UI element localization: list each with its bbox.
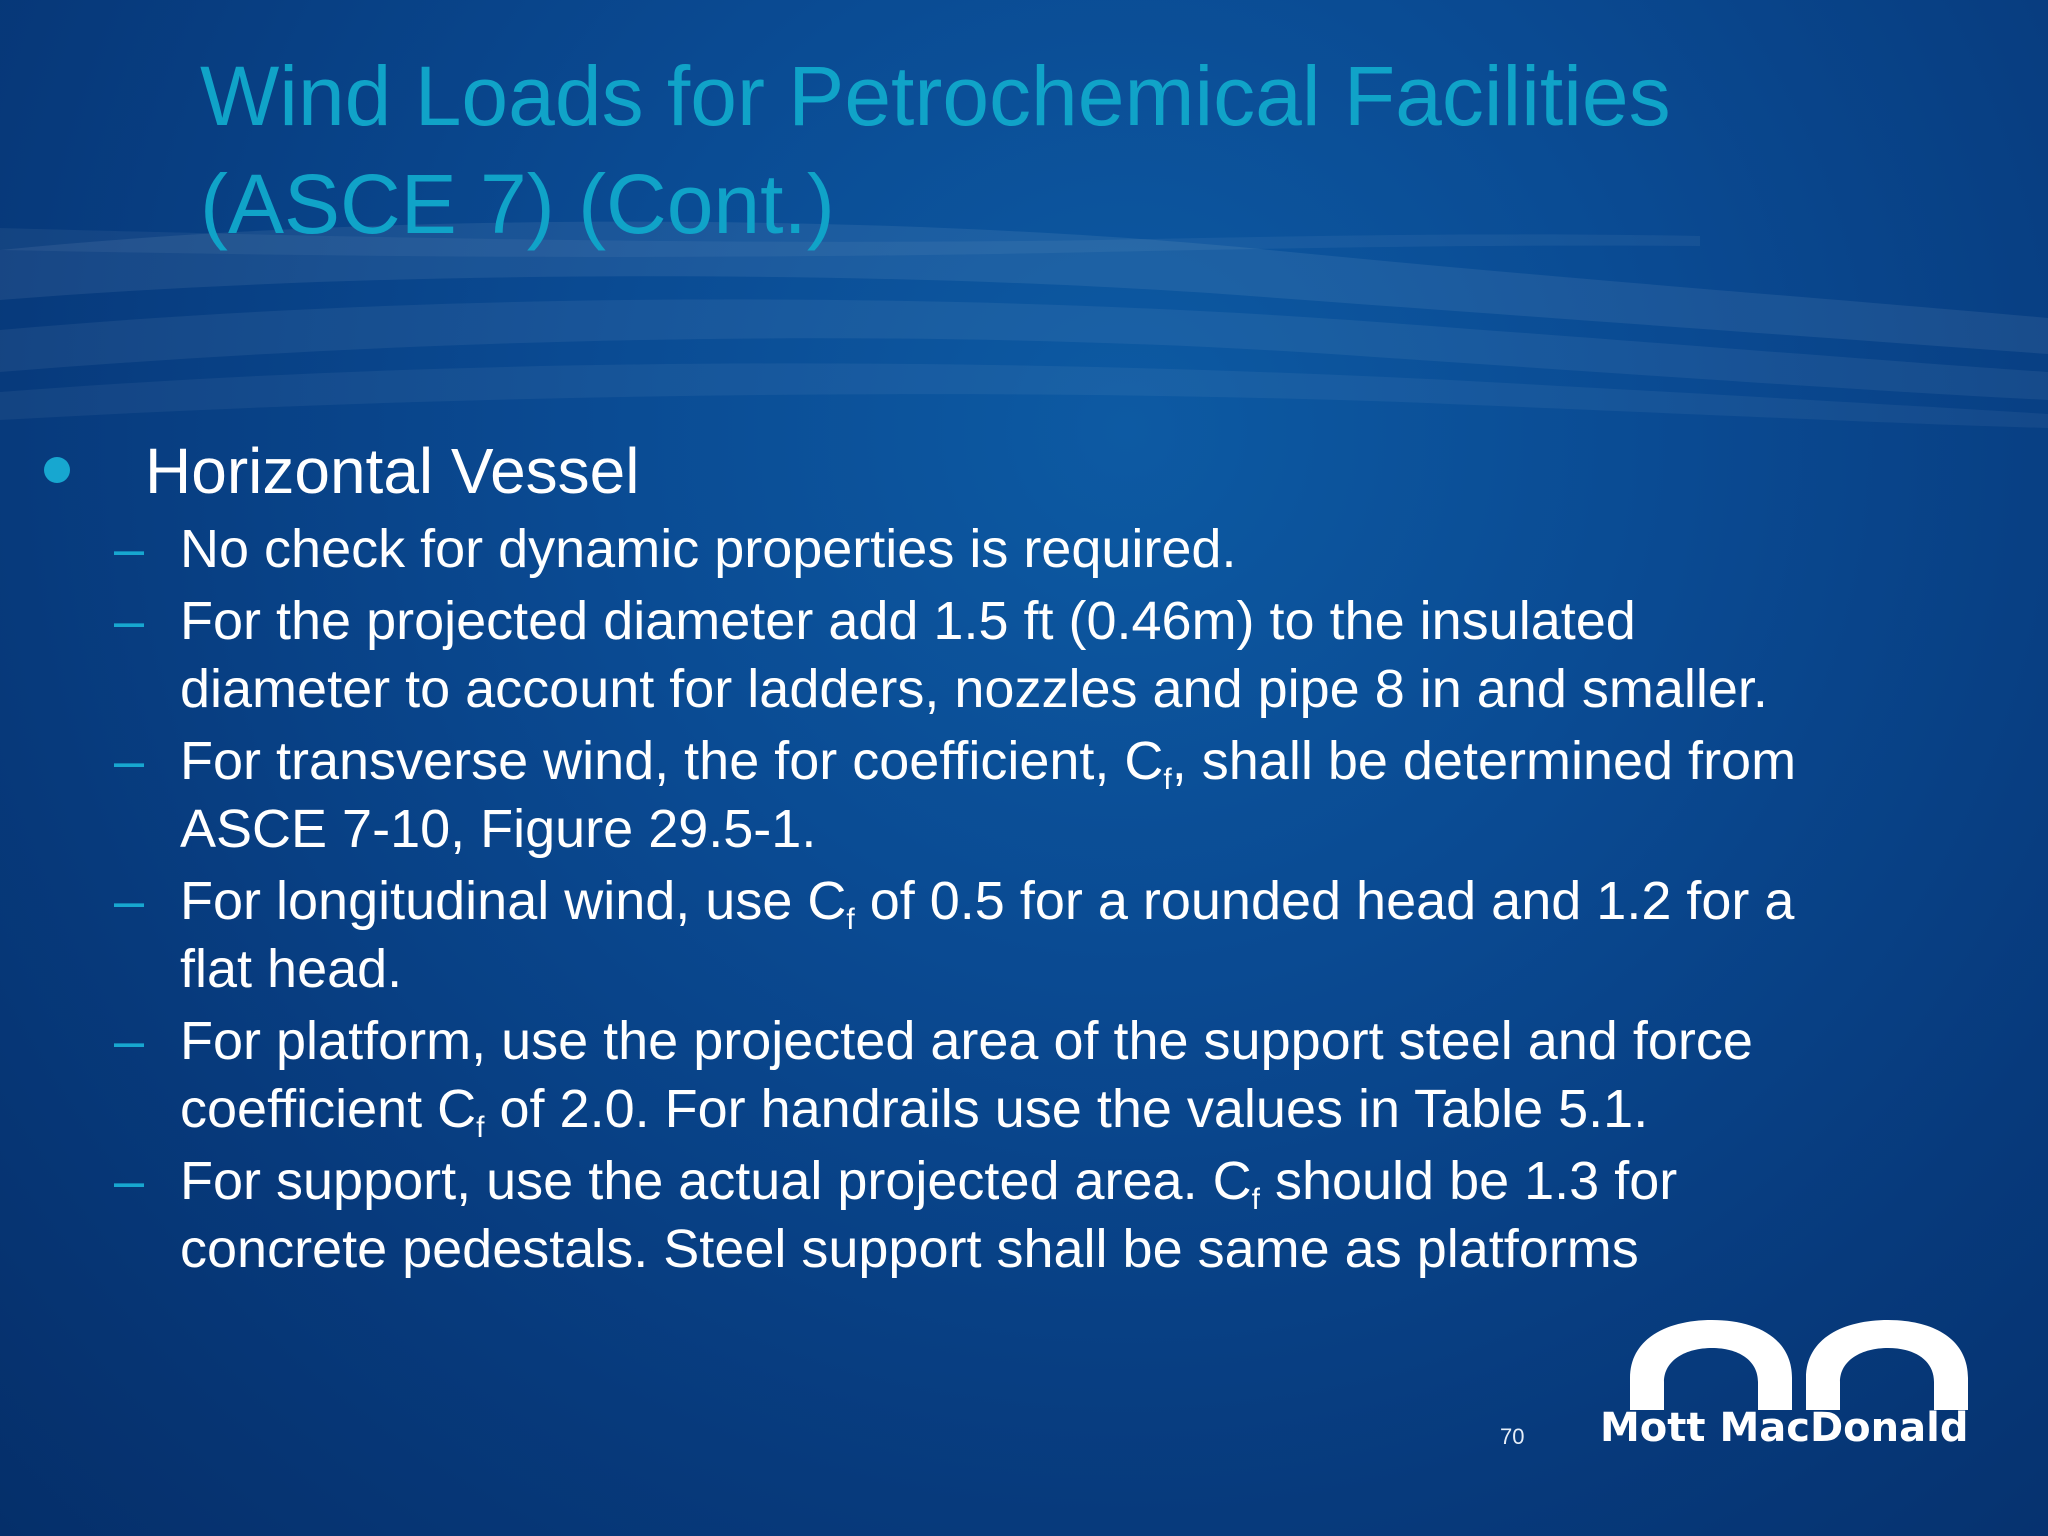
sub-bullet-item [0,1147,1800,1283]
dash-icon: – [114,1151,145,1211]
subscript: f [476,1111,485,1144]
page-number: 70 [1500,1424,1525,1449]
sub-bullet-item [0,727,1800,863]
sub-bullet-item [0,867,1800,1003]
sub-bullet-text-start: For transverse wind, the for coefficient, C [180,731,1164,791]
sub-bullet-text-end: should be 1.3 for concrete pedestals. Steel support shall be same as platforms [180,1151,1678,1279]
title-line-1: Wind Loads for Petrochemical Facilities [200,49,1671,143]
sub-bullet-item [0,587,1800,723]
sub-bullet-text-start: For platform, use the projected area of the support steel and force coefficient C [180,1011,1753,1139]
sub-bullet-text: For the projected diameter add 1.5 ft (0.46m) to the insulated diameter to account for ladders, nozzles and pipe 8 in and smaller. [180,591,1768,719]
logo-wordmark: Mott MacDonald [1600,1405,1969,1451]
mott-macdonald-logo [1600,1318,1972,1451]
subscript: f [1251,1183,1260,1216]
dash-icon: – [114,591,145,651]
bullet-dot-icon [44,457,70,483]
bullet-heading: Horizontal Vessel [145,435,640,507]
dash-icon: – [114,519,145,579]
sub-bullet-text: No check for dynamic properties is required. [180,519,1237,579]
title-line-2: (ASCE 7) (Cont.) [200,157,835,251]
sub-bullet-item [0,515,1800,583]
dash-icon: – [114,1011,145,1071]
logo-arches-icon [1630,1318,1970,1410]
subscript: f [846,903,855,936]
sub-bullet-text-start: For support, use the actual projected area. C [180,1151,1252,1211]
dash-icon: – [114,871,145,931]
dash-icon: – [114,731,145,791]
sub-bullet-text-end: of 2.0. For handrails use the values in Table 5.1. [484,1079,1649,1139]
subscript: f [1163,763,1172,796]
sub-bullet-text-start: For longitudinal wind, use C [180,871,847,931]
sub-bullet-list [0,515,1800,1287]
sub-bullet-item [0,1007,1800,1143]
sub-bullet-text-end: of 0.5 for a rounded head and 1.2 for a flat head. [180,871,1795,999]
sub-bullet-text-end: , shall be determined from ASCE 7-10, Figure 29.5-1. [180,731,1797,859]
slide-title [200,42,1960,258]
